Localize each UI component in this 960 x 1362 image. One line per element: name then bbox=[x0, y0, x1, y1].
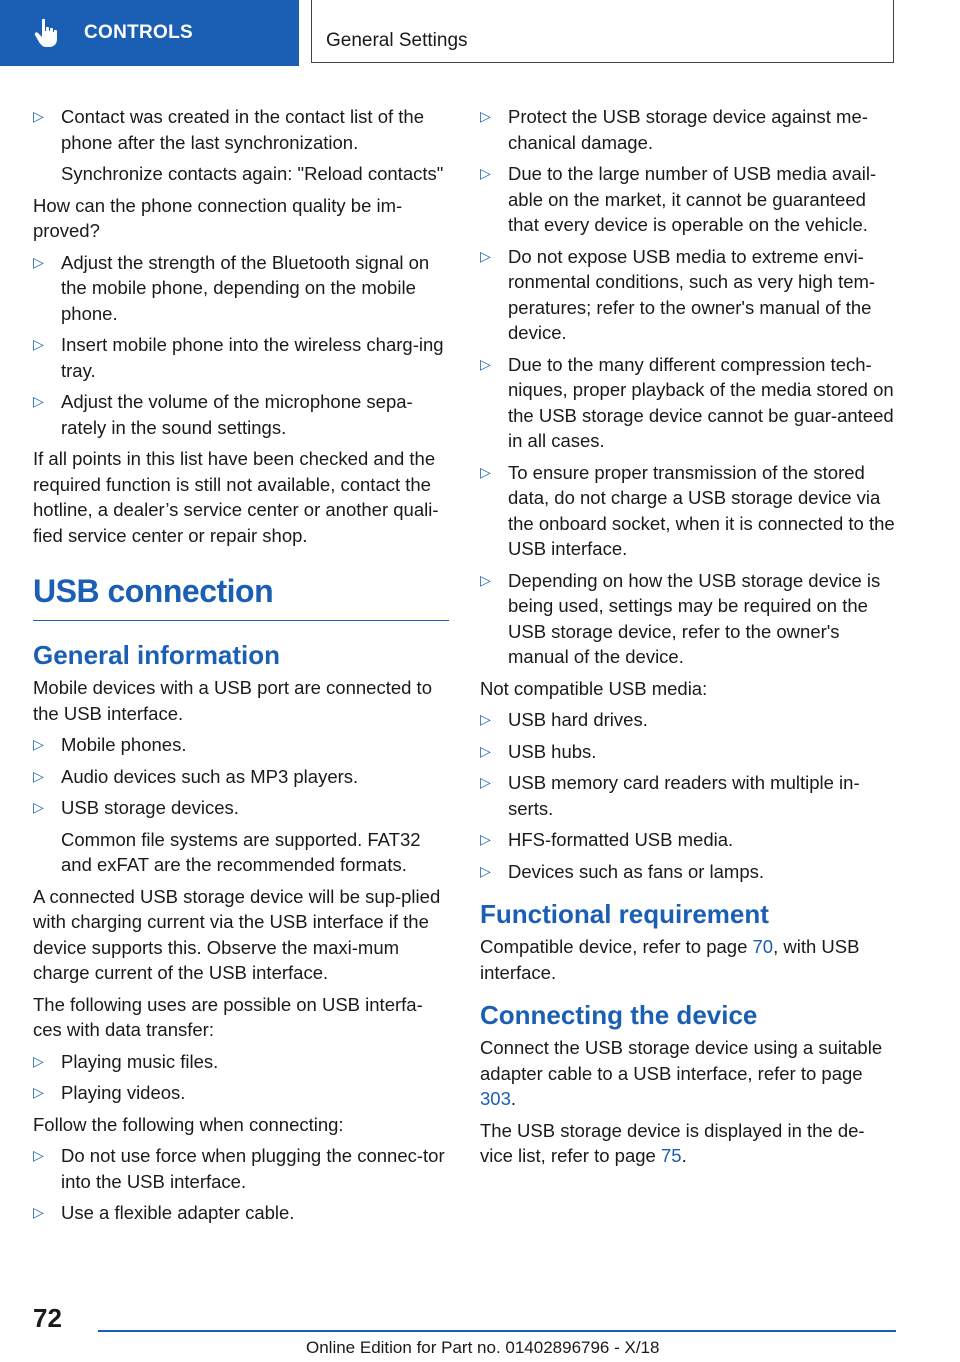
triangle-bullet-icon: ▷ bbox=[33, 1084, 44, 1100]
footer-divider bbox=[98, 1330, 896, 1332]
list-item: ▷ Due to the many different compression tech‐niques, proper playback of the media stored on the USB storage device cannot be guar‐anteed in all cases. bbox=[480, 353, 894, 451]
triangle-bullet-icon: ▷ bbox=[33, 1147, 44, 1163]
indented-note: Common file systems are supported. FAT32 and exFAT are the recommended formats. bbox=[61, 828, 421, 875]
list-item: ▷ Protect the USB storage device against me‐chanical damage. bbox=[480, 106, 868, 153]
list-item: ▷ To ensure proper transmission of the stored data, do not charge a USB storage device via the onboard socket, when it is connected to the USB interface. bbox=[480, 461, 895, 559]
indented-note: Synchronize contacts again: "Reload contacts" bbox=[61, 163, 444, 184]
page-link-70[interactable]: 70 bbox=[752, 936, 774, 957]
triangle-bullet-icon: ▷ bbox=[33, 253, 44, 270]
triangle-bullet-icon: ▷ bbox=[33, 736, 44, 752]
triangle-bullet-icon: ▷ bbox=[480, 355, 491, 372]
triangle-bullet-icon: ▷ bbox=[480, 831, 491, 847]
paragraph: If all points in this list have been checked and the required function is still not available, contact the hotline, a dealer’s service center or another quali‐fied service center or repair shop. bbox=[33, 448, 439, 546]
chapter-tab-controls[interactable] bbox=[0, 0, 299, 66]
chapter-tab-label: CONTROLS bbox=[84, 22, 194, 43]
paragraph: The following uses are possible on USB interfa‐ces with data transfer: bbox=[33, 993, 423, 1040]
triangle-bullet-icon: ▷ bbox=[480, 571, 491, 588]
hand-pointer-icon bbox=[34, 13, 74, 53]
triangle-bullet-icon: ▷ bbox=[480, 463, 491, 480]
triangle-bullet-icon: ▷ bbox=[33, 799, 44, 815]
list-item: ▷ Devices such as fans or lamps. bbox=[480, 859, 896, 885]
triangle-bullet-icon: ▷ bbox=[480, 774, 491, 790]
section-header bbox=[311, 0, 894, 63]
paragraph: How can the phone connection quality be im‐proved? bbox=[33, 194, 403, 241]
triangle-bullet-icon: ▷ bbox=[33, 1052, 44, 1069]
list-item: ▷ Playing music files. bbox=[33, 1049, 449, 1075]
paragraph: Connect the USB storage device using a suitable adapter cable to a USB interface, refer to page 303. bbox=[480, 1037, 883, 1109]
paragraph: Compatible device, refer to page 70, with USB interface. bbox=[480, 936, 860, 983]
list-item: ▷ Depending on how the USB storage device is being used, settings may be required on the USB storage device, refer to the owner's manual of the device. bbox=[480, 569, 881, 667]
triangle-bullet-icon: ▷ bbox=[480, 862, 491, 879]
triangle-bullet-icon: ▷ bbox=[480, 711, 491, 727]
list-item: ▷ USB memory card readers with multiple in‐serts. bbox=[480, 772, 860, 819]
list-item: ▷ Adjust the strength of the Bluetooth signal on the mobile phone, depending on the mobile phone. bbox=[33, 251, 430, 324]
page-number: 72 bbox=[33, 1303, 62, 1333]
page-link-303[interactable]: 303 bbox=[480, 1088, 511, 1109]
list-item: ▷ Mobile phones. bbox=[33, 732, 449, 758]
paragraph: Follow the following when connecting: bbox=[33, 1113, 344, 1135]
left-column bbox=[33, 104, 449, 1232]
triangle-bullet-icon: ▷ bbox=[33, 336, 44, 352]
section-title: General Settings bbox=[326, 30, 468, 51]
subheading-general-information: General information bbox=[33, 640, 281, 670]
list-item: ▷ Playing videos. bbox=[33, 1080, 449, 1106]
triangle-bullet-icon: ▷ bbox=[33, 108, 44, 124]
triangle-bullet-icon: ▷ bbox=[480, 247, 491, 264]
list-item: ▷ Audio devices such as MP3 players. bbox=[33, 764, 449, 790]
list-item: ▷ Use a flexible adapter cable. bbox=[33, 1200, 449, 1226]
list-item: ▷ Do not expose USB media to extreme envi‐ronmental conditions, such as very high tem‐peratures; refer to the owner's manual of the device. bbox=[480, 245, 876, 343]
triangle-bullet-icon: ▷ bbox=[33, 1204, 44, 1220]
list-item: ▷ USB hubs. bbox=[480, 739, 896, 765]
triangle-bullet-icon: ▷ bbox=[480, 165, 491, 181]
list-item: ▷ Adjust the volume of the microphone sepa‐rately in the sound settings. bbox=[33, 391, 413, 438]
triangle-bullet-icon: ▷ bbox=[33, 393, 44, 409]
page-link-75[interactable]: 75 bbox=[660, 1145, 682, 1166]
list-item: ▷ Do not use force when plugging the connec‐tor into the USB interface. bbox=[33, 1145, 445, 1192]
list-item: ▷ Due to the large number of USB media avail‐able on the market, it cannot be guaranteed that every device is operable on the vehicle. bbox=[480, 163, 877, 235]
subheading-functional-requirement: Functional requirement bbox=[480, 899, 769, 929]
triangle-bullet-icon: ▷ bbox=[33, 767, 44, 784]
list-item: ▷ Insert mobile phone into the wireless charg‐ing tray. bbox=[33, 334, 444, 381]
subheading-connecting-the-device: Connecting the device bbox=[480, 1000, 758, 1030]
list-item: ▷ USB storage devices. bbox=[33, 795, 449, 821]
list-item: ▷ Contact was created in the contact list of the phone after the last synchronization. bbox=[33, 106, 424, 153]
paragraph: A connected USB storage device will be sup‐plied with charging current via the USB interface if the device supports this. Observe the maxi‐mum charge current of the USB interface. bbox=[33, 885, 441, 983]
list-item: ▷ USB hard drives. bbox=[480, 707, 896, 733]
list-item: ▷ HFS-formatted USB media. bbox=[480, 827, 896, 853]
right-column bbox=[480, 104, 896, 1175]
paragraph: Not compatible USB media: bbox=[480, 677, 708, 699]
paragraph: Mobile devices with a USB port are connected to the USB interface. bbox=[33, 677, 432, 724]
section-heading-usb-connection: USB connection bbox=[33, 572, 449, 621]
footer-edition-text: Online Edition for Part no. 01402896796 - X/18 bbox=[306, 1338, 660, 1357]
triangle-bullet-icon: ▷ bbox=[480, 108, 491, 124]
paragraph: The USB storage device is displayed in the de‐vice list, refer to page 75. bbox=[480, 1119, 865, 1166]
triangle-bullet-icon: ▷ bbox=[480, 742, 491, 759]
